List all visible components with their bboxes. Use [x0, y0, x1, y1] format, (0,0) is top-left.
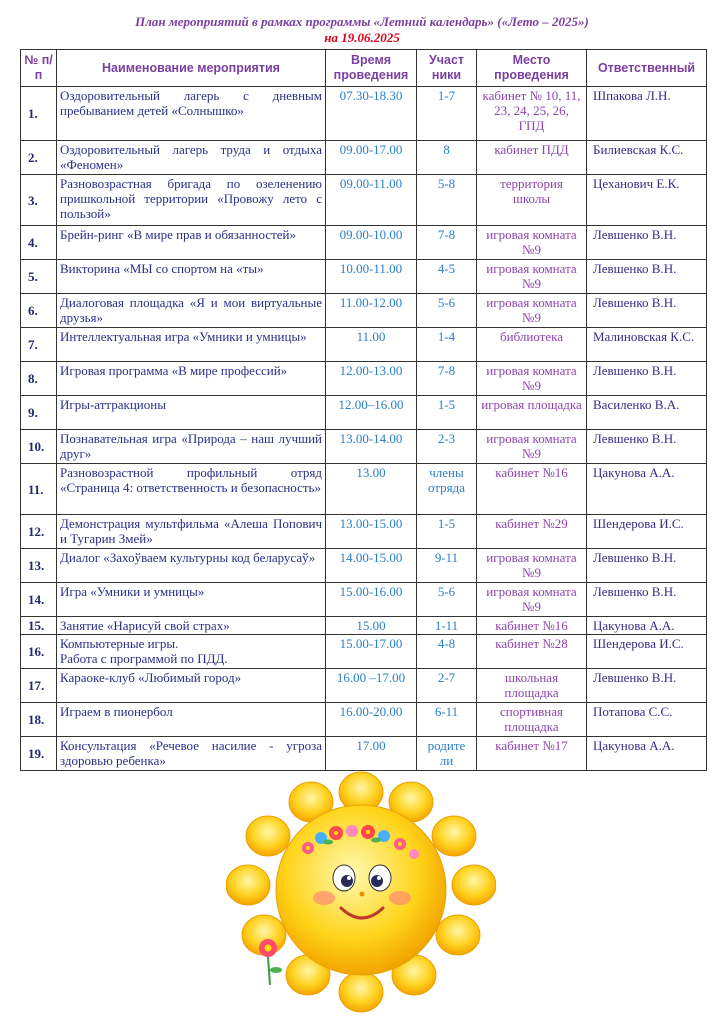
row-event-name: Играем в пионербол — [57, 703, 326, 737]
row-responsible: Левшенко В.Н. — [587, 549, 707, 583]
row-responsible: Левшенко В.Н. — [587, 362, 707, 396]
row-participants: 6-11 — [417, 703, 477, 737]
row-place: кабинет №16 — [477, 617, 587, 635]
row-number: 5. — [21, 260, 57, 294]
row-participants: 8 — [417, 141, 477, 175]
row-number: 4. — [21, 226, 57, 260]
row-responsible: Левшенко В.Н. — [587, 669, 707, 703]
row-place: библиотека — [477, 328, 587, 362]
row-place: кабинет №28 — [477, 635, 587, 669]
row-number: 18. — [21, 703, 57, 737]
row-time: 09.00-11.00 — [326, 175, 417, 226]
col-header-place: Место проведения — [477, 50, 587, 87]
table-row — [21, 703, 707, 737]
row-place: спортивная площадка — [477, 703, 587, 737]
row-participants: 1-5 — [417, 396, 477, 430]
row-participants: 2-7 — [417, 669, 477, 703]
table-row — [21, 617, 707, 635]
row-time: 15.00-17.00 — [326, 635, 417, 669]
row-place: кабинет №17 — [477, 737, 587, 771]
table-row — [21, 141, 707, 175]
row-participants: члены отряда — [417, 464, 477, 515]
row-event-name: Разновозрастная бригада по озеленению пришкольной территории «Провожу лето с пользой» — [57, 175, 326, 226]
row-responsible: Цакунова А.А. — [587, 617, 707, 635]
row-participants: 1-5 — [417, 515, 477, 549]
row-participants: 5-6 — [417, 294, 477, 328]
row-place: кабинет №16 — [477, 464, 587, 515]
row-event-name: Познавательная игра «Природа – наш лучший друг» — [57, 430, 326, 464]
row-participants: 5-6 — [417, 583, 477, 617]
row-event-name: Компьютерные игры. Работа с программой по ПДД. — [57, 635, 326, 669]
row-participants: родите ли — [417, 737, 477, 771]
row-place: игровая комната №9 — [477, 294, 587, 328]
row-time: 13.00 — [326, 464, 417, 515]
row-event-name: Игры-аттракционы — [57, 396, 326, 430]
row-participants: 7-8 — [417, 226, 477, 260]
row-number: 8. — [21, 362, 57, 396]
row-number: 3. — [21, 175, 57, 226]
row-time: 12.00–16.00 — [326, 396, 417, 430]
row-responsible: Шендерова И.С. — [587, 635, 707, 669]
row-event-name: Игра «Умники и умницы» — [57, 583, 326, 617]
row-place: игровая комната №9 — [477, 430, 587, 464]
row-event-name: Игровая программа «В мире профессий» — [57, 362, 326, 396]
table-row — [21, 635, 707, 669]
row-participants: 4-8 — [417, 635, 477, 669]
table-row — [21, 260, 707, 294]
row-time: 12.00-13.00 — [326, 362, 417, 396]
row-time: 11.00 — [326, 328, 417, 362]
row-place: кабинет №29 — [477, 515, 587, 549]
row-place: территория школы — [477, 175, 587, 226]
row-number: 15. — [21, 617, 57, 635]
table-row — [21, 294, 707, 328]
row-responsible: Цакунова А.А. — [587, 737, 707, 771]
table-row — [21, 515, 707, 549]
row-place: игровая комната №9 — [477, 226, 587, 260]
row-time: 07.30-18.30 — [326, 87, 417, 141]
row-event-name: Занятие «Нарисуй свой страх» — [57, 617, 326, 635]
row-place: игровая комната №9 — [477, 583, 587, 617]
row-number: 14. — [21, 583, 57, 617]
table-row — [21, 362, 707, 396]
table-row — [21, 226, 707, 260]
row-place: игровая площадка — [477, 396, 587, 430]
row-number: 10. — [21, 430, 57, 464]
row-time: 09.00-10.00 — [326, 226, 417, 260]
row-responsible: Левшенко В.Н. — [587, 294, 707, 328]
row-responsible: Левшенко В.Н. — [587, 430, 707, 464]
row-participants: 2-3 — [417, 430, 477, 464]
sun-face — [276, 805, 446, 975]
row-responsible: Василенко В.А. — [587, 396, 707, 430]
row-place: кабинет № 10, 11, 23, 24, 25, 26, ГПД — [477, 87, 587, 141]
row-responsible: Билиевская К.С. — [587, 141, 707, 175]
table-row — [21, 87, 707, 141]
row-time: 16.00-20.00 — [326, 703, 417, 737]
row-participants: 4-5 — [417, 260, 477, 294]
row-responsible: Малиновская К.С. — [587, 328, 707, 362]
row-event-name: Брейн-ринг «В мире прав и обязанностей» — [57, 226, 326, 260]
row-event-name: Консультация «Речевое насилие - угроза здоровью ребенка» — [57, 737, 326, 771]
row-time: 11.00-12.00 — [326, 294, 417, 328]
row-responsible: Левшенко В.Н. — [587, 583, 707, 617]
table-row — [21, 737, 707, 771]
col-header-participants: Участ ники — [417, 50, 477, 87]
row-event-name: Караоке-клуб «Любимый город» — [57, 669, 326, 703]
row-event-name: Разновозрастной профильный отряд «Страница 4: ответственность и безопасность» — [57, 464, 326, 515]
row-time: 13.00-14.00 — [326, 430, 417, 464]
row-participants: 9-11 — [417, 549, 477, 583]
col-header-name: Наименование мероприятия — [57, 50, 326, 87]
row-responsible: Шендерова И.С. — [587, 515, 707, 549]
row-number: 19. — [21, 737, 57, 771]
table-header-row — [21, 50, 707, 87]
row-time: 10.00-11.00 — [326, 260, 417, 294]
row-number: 6. — [21, 294, 57, 328]
row-responsible: Цеханович Е.К. — [587, 175, 707, 226]
row-place: кабинет ПДД — [477, 141, 587, 175]
col-header-time: Время проведения — [326, 50, 417, 87]
row-event-name: Диалоговая площадка «Я и мои виртуальные друзья» — [57, 294, 326, 328]
col-header-number: № п/п — [21, 50, 57, 87]
row-number: 16. — [21, 635, 57, 669]
table-row — [21, 175, 707, 226]
row-participants: 1-7 — [417, 87, 477, 141]
row-time: 09.00-17.00 — [326, 141, 417, 175]
row-place: игровая комната №9 — [477, 260, 587, 294]
row-responsible: Цакунова А.А. — [587, 464, 707, 515]
table-row — [21, 430, 707, 464]
row-place: школьная площадка — [477, 669, 587, 703]
row-time: 15.00 — [326, 617, 417, 635]
row-event-name: Диалог «Захоўваем культурны код беларусаў» — [57, 549, 326, 583]
row-number: 17. — [21, 669, 57, 703]
row-time: 14.00-15.00 — [326, 549, 417, 583]
table-row — [21, 583, 707, 617]
row-number: 2. — [21, 141, 57, 175]
table-row — [21, 396, 707, 430]
row-place: игровая комната №9 — [477, 549, 587, 583]
row-number: 12. — [21, 515, 57, 549]
sun-illustration — [226, 770, 496, 1015]
col-header-responsible: Ответственный — [587, 50, 707, 87]
events-table — [20, 49, 707, 771]
row-participants: 1-11 — [417, 617, 477, 635]
row-event-name: Интеллектуальная игра «Умники и умницы» — [57, 328, 326, 362]
page-title: План мероприятий в рамках программы «Летний календарь» («Лето – 2025») — [135, 14, 589, 29]
row-number: 11. — [21, 464, 57, 515]
table-row — [21, 549, 707, 583]
row-number: 1. — [21, 87, 57, 141]
row-participants: 1-4 — [417, 328, 477, 362]
row-responsible: Левшенко В.Н. — [587, 226, 707, 260]
table-row — [21, 464, 707, 515]
row-time: 16.00 –17.00 — [326, 669, 417, 703]
row-responsible: Потапова С.С. — [587, 703, 707, 737]
row-time: 17.00 — [326, 737, 417, 771]
row-number: 13. — [21, 549, 57, 583]
page-date: на 19.06.2025 — [324, 30, 400, 45]
row-responsible: Левшенко В.Н. — [587, 260, 707, 294]
row-responsible: Шпакова Л.Н. — [587, 87, 707, 141]
row-number: 9. — [21, 396, 57, 430]
row-participants: 5-8 — [417, 175, 477, 226]
row-event-name: Оздоровительный лагерь труда и отдыха «Феномен» — [57, 141, 326, 175]
row-number: 7. — [21, 328, 57, 362]
row-time: 13.00-15.00 — [326, 515, 417, 549]
table-row — [21, 328, 707, 362]
row-event-name: Оздоровительный лагерь с дневным пребыванием детей «Солнышко» — [57, 87, 326, 141]
table-row — [21, 669, 707, 703]
row-place: игровая комната №9 — [477, 362, 587, 396]
row-event-name: Викторина «МЫ со спортом на «ты» — [57, 260, 326, 294]
row-event-name: Демонстрация мультфильма «Алеша Попович и Тугарин Змей» — [57, 515, 326, 549]
row-time: 15.00-16.00 — [326, 583, 417, 617]
row-participants: 7-8 — [417, 362, 477, 396]
